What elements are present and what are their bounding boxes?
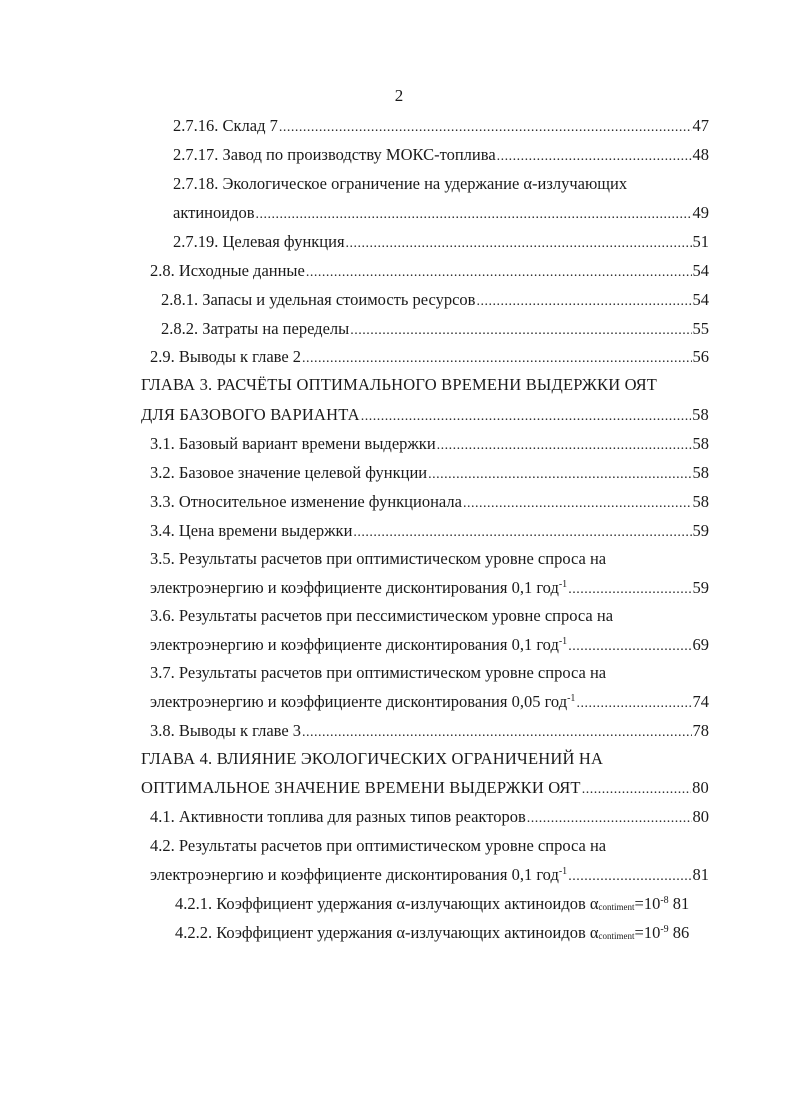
toc-entry-3-5[interactable]	[150, 577, 709, 599]
toc-entry-title: 2.8. Исходные данные	[150, 261, 305, 280]
exponent: -1	[558, 866, 568, 877]
toc-entry-page: 80	[692, 778, 709, 797]
toc-entry-3-6[interactable]	[150, 634, 709, 656]
toc-entry-3-2[interactable]	[150, 462, 709, 484]
exponent: -9	[660, 924, 669, 935]
toc-entry-page: 58	[692, 492, 709, 511]
dot-leader	[582, 779, 691, 801]
toc-chapter-4[interactable]	[141, 777, 709, 799]
toc-entry-4-2-2[interactable]	[175, 922, 709, 944]
toc-entry-page: 78	[692, 721, 709, 740]
toc-entry-4-1[interactable]	[150, 806, 709, 828]
toc-entry-page: 59	[692, 521, 709, 540]
toc-entry-2-8-1[interactable]	[161, 289, 709, 311]
toc-entry-page: 81	[692, 865, 709, 884]
toc-entry-3-5-line1[interactable]: 3.5. Результаты расчетов при оптимистическом уровне спроса на	[150, 549, 607, 568]
toc-entry-title: 2.7.16. Склад 7	[173, 116, 278, 135]
toc-entry-title: 2.9. Выводы к главе 2	[150, 347, 302, 366]
toc-chapter-4-line1[interactable]: ГЛАВА 4. ВЛИЯНИЕ ЭКОЛОГИЧЕСКИХ ОГРАНИЧЕНИЙ НА	[141, 749, 604, 768]
toc-entry-3-7-line1[interactable]: 3.7. Результаты расчетов при оптимистическом уровне спроса на	[150, 663, 607, 682]
toc-entry-3-4[interactable]	[150, 520, 709, 542]
toc-entry-4-2[interactable]	[150, 864, 709, 886]
toc-entry-title: 2.7.19. Целевая функция	[173, 232, 345, 251]
toc-entry-title: 4.1. Активности топлива для разных типов реакторов	[150, 807, 526, 826]
toc-entry-title: ДЛЯ БАЗОВОГО ВАРИАНТА	[141, 405, 360, 424]
dot-leader	[306, 262, 692, 284]
toc-entry-title: 3.2. Базовое значение целевой функции	[150, 463, 428, 482]
dot-leader	[568, 636, 691, 658]
toc-entry-page: 49	[692, 203, 709, 222]
dot-leader	[428, 464, 691, 486]
toc-chapter-3-line1[interactable]: ГЛАВА 3. РАСЧЁТЫ ОПТИМАЛЬНОГО ВРЕМЕНИ ВЫДЕРЖКИ ОЯТ	[141, 375, 658, 394]
page-number: 2	[394, 86, 404, 105]
dot-leader	[437, 435, 692, 457]
toc-entry-page: 58	[692, 405, 709, 424]
exponent: -1	[558, 579, 568, 590]
subscript: contiment	[598, 902, 635, 912]
toc-entry-title: 3.8. Выводы к главе 3	[150, 721, 302, 740]
toc-entry-title: 4.2.1. Коэффициент удержания α-излучающих актиноидов $\alpha_{contiment}=10^{-8}$	[175, 894, 669, 913]
dot-leader	[350, 320, 691, 342]
toc-entry-2-9[interactable]	[150, 346, 709, 368]
dot-leader	[568, 866, 691, 888]
dot-leader	[463, 493, 692, 515]
toc-entry-page: 55	[692, 319, 709, 338]
toc-entry-title: электроэнергию и коэффициенте дисконтирования 0,05 год$^{-1}$	[150, 692, 576, 711]
dot-leader	[361, 406, 691, 428]
toc-entry-2-7-18[interactable]	[173, 202, 709, 224]
dot-leader	[497, 146, 692, 168]
dot-leader	[302, 722, 691, 744]
toc-entry-page: 86	[672, 923, 690, 942]
dot-leader	[476, 291, 691, 313]
exponent: -1	[558, 636, 568, 647]
toc-entry-page: 59	[692, 578, 709, 597]
toc-entry-page: 58	[692, 463, 709, 482]
toc-entry-title: 3.1. Базовый вариант времени выдержки	[150, 434, 436, 453]
subscript: contiment	[598, 931, 635, 941]
toc-entry-4-2-1[interactable]	[175, 893, 709, 915]
toc-entry-page: 54	[692, 290, 709, 309]
toc-entry-2-7-19[interactable]	[173, 231, 709, 253]
toc-entry-page: 54	[692, 261, 709, 280]
dot-leader	[256, 204, 692, 226]
toc-entry-4-2-line1[interactable]: 4.2. Результаты расчетов при оптимистическом уровне спроса на	[150, 836, 607, 855]
toc-entry-title: 3.4. Цена времени выдержки	[150, 521, 353, 540]
dot-leader	[568, 579, 691, 601]
toc-entry-page: 74	[692, 692, 709, 711]
exponent: -8	[660, 895, 669, 906]
toc-entry-page: 47	[692, 116, 709, 135]
toc-entry-page: 48	[692, 145, 709, 164]
toc-entry-3-1[interactable]	[150, 433, 709, 455]
toc-entry-title: электроэнергию и коэффициенте дисконтирования 0,1 год$^{-1}$	[150, 865, 568, 884]
toc-entry-page: 80	[692, 807, 709, 826]
toc-entry-title: электроэнергию и коэффициенте дисконтирования 0,1 год$^{-1}$	[150, 635, 568, 654]
toc-entry-2-8[interactable]	[150, 260, 709, 282]
toc-entry-2-7-18-line1[interactable]: 2.7.18. Экологическое ограничение на удержание α-излучающих	[173, 174, 628, 193]
toc-entry-title: актиноидов	[173, 203, 255, 222]
toc-entry-title: электроэнергию и коэффициенте дисконтирования 0,1 год$^{-1}$	[150, 578, 568, 597]
toc-entry-title: 2.7.17. Завод по производству МОКС-топлива	[173, 145, 496, 164]
toc-entry-title: 2.8.1. Запасы и удельная стоимость ресурсов	[161, 290, 476, 309]
toc-entry-2-7-17[interactable]	[173, 144, 709, 166]
toc-entry-page: 51	[692, 232, 709, 251]
dot-leader	[527, 808, 692, 830]
dot-leader	[279, 117, 692, 139]
toc-chapter-3[interactable]	[141, 404, 709, 426]
toc-entry-page: 58	[692, 434, 709, 453]
dot-leader	[302, 348, 691, 370]
dot-leader	[346, 233, 692, 255]
toc-entry-page: 81	[672, 894, 690, 913]
toc-entry-3-6-line1[interactable]: 3.6. Результаты расчетов при пессимистическом уровне спроса на	[150, 606, 614, 625]
toc-entry-2-7-16[interactable]	[173, 115, 709, 137]
toc-entry-page: 56	[692, 347, 709, 366]
toc-entry-title: 3.3. Относительное изменение функционала	[150, 492, 462, 511]
toc-entry-3-3[interactable]	[150, 491, 709, 513]
toc-entry-3-7[interactable]	[150, 691, 709, 713]
toc-entry-3-8[interactable]	[150, 720, 709, 742]
dot-leader	[353, 522, 691, 544]
toc-entry-title: 4.2.2. Коэффициент удержания α-излучающих актиноидов $\alpha_{contiment}=10^{-9}$	[175, 923, 669, 942]
toc-entry-title: 2.8.2. Затраты на переделы	[161, 319, 350, 338]
toc-entry-2-8-2[interactable]	[161, 318, 709, 340]
dot-leader	[576, 693, 691, 715]
toc-entry-page: 69	[692, 635, 709, 654]
exponent: -1	[567, 693, 576, 704]
toc-entry-title: ОПТИМАЛЬНОЕ ЗНАЧЕНИЕ ВРЕМЕНИ ВЫДЕРЖКИ ОЯТ	[141, 778, 581, 797]
